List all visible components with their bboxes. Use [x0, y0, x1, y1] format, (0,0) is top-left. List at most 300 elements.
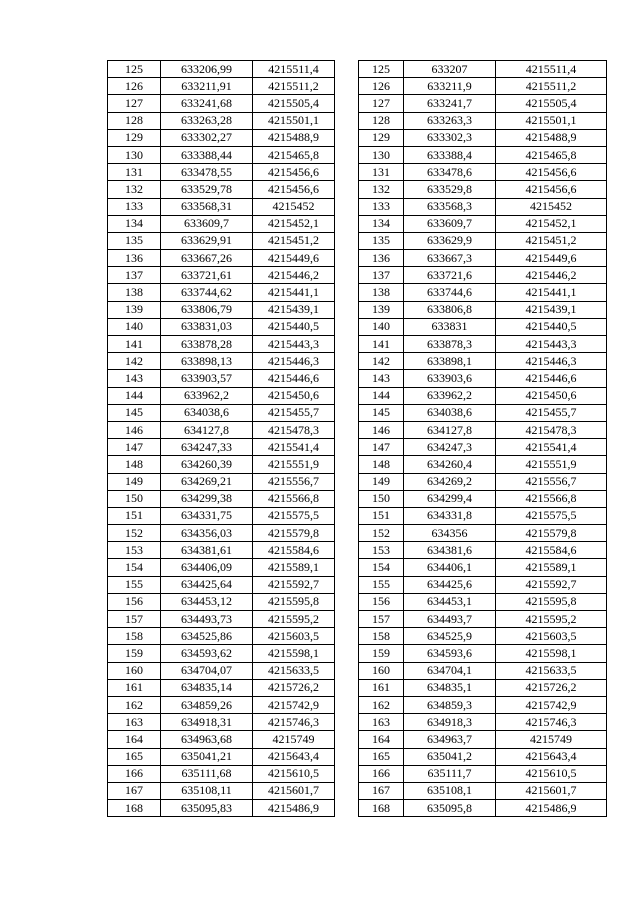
point-number-cell: 125: [359, 61, 404, 78]
y-coordinate-cell: 4215579,8: [496, 525, 607, 542]
point-number-cell: 147: [108, 439, 161, 456]
y-coordinate-cell: 4215511,2: [496, 78, 607, 95]
point-number-cell: 141: [108, 336, 161, 353]
table-row: [359, 800, 607, 817]
x-coordinate-cell: 634918,3: [404, 714, 496, 731]
point-number-cell: 153: [359, 542, 404, 559]
point-number-cell: 150: [108, 490, 161, 507]
y-coordinate-cell: 4215449,6: [253, 250, 335, 267]
y-coordinate-cell: 4215551,9: [496, 456, 607, 473]
table-row: [108, 232, 335, 249]
x-coordinate-cell: 635041,21: [161, 748, 253, 765]
y-coordinate-cell: 4215443,3: [253, 336, 335, 353]
x-coordinate-cell: 633263,3: [404, 112, 496, 129]
x-coordinate-cell: 633831,03: [161, 318, 253, 335]
x-coordinate-cell: 633263,28: [161, 112, 253, 129]
point-number-cell: 126: [359, 78, 404, 95]
y-coordinate-cell: 4215511,4: [496, 61, 607, 78]
y-coordinate-cell: 4215541,4: [496, 439, 607, 456]
x-coordinate-cell: 633568,31: [161, 198, 253, 215]
point-number-cell: 130: [108, 146, 161, 163]
table-row: [108, 456, 335, 473]
point-number-cell: 162: [359, 696, 404, 713]
y-coordinate-cell: 4215633,5: [253, 662, 335, 679]
x-coordinate-cell: 633898,13: [161, 353, 253, 370]
x-coordinate-cell: 634963,7: [404, 731, 496, 748]
y-coordinate-cell: 4215452: [496, 198, 607, 215]
table-row: [359, 525, 607, 542]
y-coordinate-cell: 4215595,8: [253, 593, 335, 610]
point-number-cell: 131: [359, 164, 404, 181]
x-coordinate-cell: 635095,83: [161, 800, 253, 817]
point-number-cell: 156: [359, 593, 404, 610]
point-number-cell: 125: [108, 61, 161, 78]
point-number-cell: 149: [108, 473, 161, 490]
point-number-cell: 154: [108, 559, 161, 576]
y-coordinate-cell: 4215441,1: [496, 284, 607, 301]
y-coordinate-cell: 4215584,6: [253, 542, 335, 559]
y-coordinate-cell: 4215742,9: [253, 696, 335, 713]
point-number-cell: 133: [359, 198, 404, 215]
y-coordinate-cell: 4215456,6: [253, 164, 335, 181]
x-coordinate-cell: 633806,79: [161, 301, 253, 318]
x-coordinate-cell: 633721,6: [404, 267, 496, 284]
point-number-cell: 140: [108, 318, 161, 335]
table-row: [108, 679, 335, 696]
y-coordinate-cell: 4215742,9: [496, 696, 607, 713]
table-row: [359, 628, 607, 645]
point-number-cell: 151: [359, 507, 404, 524]
table-row: [359, 215, 607, 232]
table-row: [359, 542, 607, 559]
table-row: [108, 146, 335, 163]
point-number-cell: 167: [359, 782, 404, 799]
x-coordinate-cell: 633388,44: [161, 146, 253, 163]
table-row: [359, 696, 607, 713]
table-row: [359, 576, 607, 593]
table-row: [108, 284, 335, 301]
point-number-cell: 166: [359, 765, 404, 782]
x-coordinate-cell: 633667,3: [404, 250, 496, 267]
right-table-body: [359, 61, 607, 817]
x-coordinate-cell: 633609,7: [404, 215, 496, 232]
table-row: [359, 507, 607, 524]
point-number-cell: 157: [359, 611, 404, 628]
x-coordinate-cell: 634918,31: [161, 714, 253, 731]
y-coordinate-cell: 4215465,8: [496, 146, 607, 163]
x-coordinate-cell: 634525,9: [404, 628, 496, 645]
table-row: [359, 439, 607, 456]
point-number-cell: 135: [359, 232, 404, 249]
y-coordinate-cell: 4215603,5: [253, 628, 335, 645]
table-row: [108, 267, 335, 284]
y-coordinate-cell: 4215486,9: [496, 800, 607, 817]
point-number-cell: 165: [359, 748, 404, 765]
y-coordinate-cell: 4215446,2: [496, 267, 607, 284]
point-number-cell: 152: [108, 525, 161, 542]
y-coordinate-cell: 4215455,7: [253, 404, 335, 421]
y-coordinate-cell: 4215451,2: [253, 232, 335, 249]
x-coordinate-cell: 633903,6: [404, 370, 496, 387]
table-row: [359, 61, 607, 78]
point-number-cell: 165: [108, 748, 161, 765]
table-row: [359, 748, 607, 765]
x-coordinate-cell: 633207: [404, 61, 496, 78]
y-coordinate-cell: 4215592,7: [253, 576, 335, 593]
y-coordinate-cell: 4215446,3: [496, 353, 607, 370]
table-row: [108, 95, 335, 112]
point-number-cell: 134: [359, 215, 404, 232]
point-number-cell: 132: [359, 181, 404, 198]
table-row: [108, 800, 335, 817]
y-coordinate-cell: 4215556,7: [253, 473, 335, 490]
x-coordinate-cell: 634704,07: [161, 662, 253, 679]
y-coordinate-cell: 4215566,8: [496, 490, 607, 507]
point-number-cell: 141: [359, 336, 404, 353]
y-coordinate-cell: 4215633,5: [496, 662, 607, 679]
x-coordinate-cell: 634453,12: [161, 593, 253, 610]
point-number-cell: 129: [359, 129, 404, 146]
x-coordinate-cell: 633667,26: [161, 250, 253, 267]
table-row: [108, 336, 335, 353]
x-coordinate-cell: 634269,21: [161, 473, 253, 490]
left-coordinates-table: [107, 60, 335, 817]
y-coordinate-cell: 4215579,8: [253, 525, 335, 542]
x-coordinate-cell: 633629,91: [161, 232, 253, 249]
x-coordinate-cell: 635111,68: [161, 765, 253, 782]
point-number-cell: 148: [108, 456, 161, 473]
x-coordinate-cell: 633241,68: [161, 95, 253, 112]
y-coordinate-cell: 4215575,5: [253, 507, 335, 524]
y-coordinate-cell: 4215439,1: [496, 301, 607, 318]
table-row: [359, 181, 607, 198]
point-number-cell: 160: [359, 662, 404, 679]
y-coordinate-cell: 4215456,6: [496, 181, 607, 198]
y-coordinate-cell: 4215441,1: [253, 284, 335, 301]
table-row: [359, 129, 607, 146]
point-number-cell: 156: [108, 593, 161, 610]
point-number-cell: 139: [359, 301, 404, 318]
point-number-cell: 133: [108, 198, 161, 215]
table-row: [359, 318, 607, 335]
point-number-cell: 135: [108, 232, 161, 249]
point-number-cell: 128: [108, 112, 161, 129]
x-coordinate-cell: 634127,8: [161, 421, 253, 438]
x-coordinate-cell: 633568,3: [404, 198, 496, 215]
point-number-cell: 131: [108, 164, 161, 181]
y-coordinate-cell: 4215446,2: [253, 267, 335, 284]
x-coordinate-cell: 634299,38: [161, 490, 253, 507]
table-row: [359, 404, 607, 421]
table-row: [359, 112, 607, 129]
x-coordinate-cell: 634299,4: [404, 490, 496, 507]
point-number-cell: 166: [108, 765, 161, 782]
table-row: [108, 731, 335, 748]
x-coordinate-cell: 633211,9: [404, 78, 496, 95]
point-number-cell: 158: [359, 628, 404, 645]
y-coordinate-cell: 4215451,2: [496, 232, 607, 249]
point-number-cell: 143: [108, 370, 161, 387]
y-coordinate-cell: 4215746,3: [253, 714, 335, 731]
point-number-cell: 136: [359, 250, 404, 267]
x-coordinate-cell: 633241,7: [404, 95, 496, 112]
point-number-cell: 155: [359, 576, 404, 593]
table-row: [359, 387, 607, 404]
table-row: [359, 370, 607, 387]
y-coordinate-cell: 4215566,8: [253, 490, 335, 507]
point-number-cell: 145: [359, 404, 404, 421]
y-coordinate-cell: 4215488,9: [253, 129, 335, 146]
point-number-cell: 155: [108, 576, 161, 593]
x-coordinate-cell: 633744,62: [161, 284, 253, 301]
point-number-cell: 138: [359, 284, 404, 301]
point-number-cell: 142: [359, 353, 404, 370]
y-coordinate-cell: 4215726,2: [253, 679, 335, 696]
x-coordinate-cell: 633388,4: [404, 146, 496, 163]
point-number-cell: 129: [108, 129, 161, 146]
x-coordinate-cell: 634356: [404, 525, 496, 542]
table-row: [359, 301, 607, 318]
table-row: [359, 267, 607, 284]
y-coordinate-cell: 4215501,1: [253, 112, 335, 129]
x-coordinate-cell: 634406,09: [161, 559, 253, 576]
x-coordinate-cell: 633878,3: [404, 336, 496, 353]
x-coordinate-cell: 634963,68: [161, 731, 253, 748]
point-number-cell: 127: [108, 95, 161, 112]
x-coordinate-cell: 633744,6: [404, 284, 496, 301]
table-row: [108, 301, 335, 318]
y-coordinate-cell: 4215450,6: [496, 387, 607, 404]
x-coordinate-cell: 633806,8: [404, 301, 496, 318]
y-coordinate-cell: 4215556,7: [496, 473, 607, 490]
table-row: [108, 164, 335, 181]
x-coordinate-cell: 634260,4: [404, 456, 496, 473]
point-number-cell: 159: [359, 645, 404, 662]
x-coordinate-cell: 633206,99: [161, 61, 253, 78]
table-row: [108, 404, 335, 421]
y-coordinate-cell: 4215589,1: [496, 559, 607, 576]
table-row: [108, 473, 335, 490]
point-number-cell: 136: [108, 250, 161, 267]
table-row: [359, 731, 607, 748]
table-row: [108, 696, 335, 713]
table-row: [359, 78, 607, 95]
y-coordinate-cell: 4215595,8: [496, 593, 607, 610]
point-number-cell: 152: [359, 525, 404, 542]
point-number-cell: 168: [108, 800, 161, 817]
y-coordinate-cell: 4215610,5: [253, 765, 335, 782]
y-coordinate-cell: 4215511,4: [253, 61, 335, 78]
y-coordinate-cell: 4215584,6: [496, 542, 607, 559]
x-coordinate-cell: 634269,2: [404, 473, 496, 490]
table-row: [108, 181, 335, 198]
y-coordinate-cell: 4215443,3: [496, 336, 607, 353]
table-row: [359, 95, 607, 112]
table-row: [108, 525, 335, 542]
point-number-cell: 163: [108, 714, 161, 731]
point-number-cell: 143: [359, 370, 404, 387]
y-coordinate-cell: 4215551,9: [253, 456, 335, 473]
point-number-cell: 144: [108, 387, 161, 404]
table-row: [108, 542, 335, 559]
x-coordinate-cell: 635095,8: [404, 800, 496, 817]
y-coordinate-cell: 4215505,4: [253, 95, 335, 112]
x-coordinate-cell: 634493,73: [161, 611, 253, 628]
table-row: [108, 714, 335, 731]
point-number-cell: 163: [359, 714, 404, 731]
table-row: [108, 645, 335, 662]
x-coordinate-cell: 633962,2: [161, 387, 253, 404]
x-coordinate-cell: 634493,7: [404, 611, 496, 628]
table-row: [108, 250, 335, 267]
x-coordinate-cell: 634859,3: [404, 696, 496, 713]
y-coordinate-cell: 4215749: [496, 731, 607, 748]
y-coordinate-cell: 4215449,6: [496, 250, 607, 267]
point-number-cell: 139: [108, 301, 161, 318]
table-row: [359, 782, 607, 799]
table-row: [108, 421, 335, 438]
x-coordinate-cell: 634593,62: [161, 645, 253, 662]
y-coordinate-cell: 4215439,1: [253, 301, 335, 318]
x-coordinate-cell: 634425,64: [161, 576, 253, 593]
x-coordinate-cell: 633529,8: [404, 181, 496, 198]
table-row: [359, 645, 607, 662]
table-row: [359, 473, 607, 490]
x-coordinate-cell: 635111,7: [404, 765, 496, 782]
x-coordinate-cell: 634247,3: [404, 439, 496, 456]
x-coordinate-cell: 634247,33: [161, 439, 253, 456]
right-coordinates-table: [358, 60, 607, 817]
y-coordinate-cell: 4215603,5: [496, 628, 607, 645]
table-row: [108, 129, 335, 146]
table-row: [359, 765, 607, 782]
point-number-cell: 130: [359, 146, 404, 163]
point-number-cell: 154: [359, 559, 404, 576]
x-coordinate-cell: 633302,27: [161, 129, 253, 146]
point-number-cell: 164: [108, 731, 161, 748]
y-coordinate-cell: 4215598,1: [253, 645, 335, 662]
table-row: [359, 353, 607, 370]
y-coordinate-cell: 4215440,5: [253, 318, 335, 335]
y-coordinate-cell: 4215456,6: [253, 181, 335, 198]
table-row: [359, 456, 607, 473]
y-coordinate-cell: 4215601,7: [496, 782, 607, 799]
x-coordinate-cell: 633898,1: [404, 353, 496, 370]
y-coordinate-cell: 4215610,5: [496, 765, 607, 782]
y-coordinate-cell: 4215465,8: [253, 146, 335, 163]
point-number-cell: 128: [359, 112, 404, 129]
point-number-cell: 164: [359, 731, 404, 748]
table-row: [359, 611, 607, 628]
table-row: [108, 507, 335, 524]
point-number-cell: 137: [359, 267, 404, 284]
x-coordinate-cell: 634331,75: [161, 507, 253, 524]
y-coordinate-cell: 4215595,2: [253, 611, 335, 628]
x-coordinate-cell: 634835,14: [161, 679, 253, 696]
table-row: [359, 421, 607, 438]
y-coordinate-cell: 4215726,2: [496, 679, 607, 696]
table-row: [108, 576, 335, 593]
x-coordinate-cell: 633962,2: [404, 387, 496, 404]
table-row: [108, 593, 335, 610]
x-coordinate-cell: 633478,55: [161, 164, 253, 181]
table-row: [359, 593, 607, 610]
y-coordinate-cell: 4215446,3: [253, 353, 335, 370]
y-coordinate-cell: 4215446,6: [496, 370, 607, 387]
y-coordinate-cell: 4215452: [253, 198, 335, 215]
y-coordinate-cell: 4215592,7: [496, 576, 607, 593]
table-row: [108, 61, 335, 78]
x-coordinate-cell: 634593,6: [404, 645, 496, 662]
table-row: [359, 232, 607, 249]
table-row: [108, 662, 335, 679]
x-coordinate-cell: 634038,6: [404, 404, 496, 421]
y-coordinate-cell: 4215478,3: [253, 421, 335, 438]
x-coordinate-cell: 634835,1: [404, 679, 496, 696]
point-number-cell: 160: [108, 662, 161, 679]
point-number-cell: 158: [108, 628, 161, 645]
table-row: [108, 318, 335, 335]
x-coordinate-cell: 634381,61: [161, 542, 253, 559]
table-row: [108, 78, 335, 95]
x-coordinate-cell: 634260,39: [161, 456, 253, 473]
x-coordinate-cell: 634704,1: [404, 662, 496, 679]
x-coordinate-cell: 633878,28: [161, 336, 253, 353]
table-row: [359, 164, 607, 181]
point-number-cell: 147: [359, 439, 404, 456]
table-row: [359, 714, 607, 731]
x-coordinate-cell: 634406,1: [404, 559, 496, 576]
point-number-cell: 126: [108, 78, 161, 95]
x-coordinate-cell: 634453,1: [404, 593, 496, 610]
table-row: [108, 370, 335, 387]
point-number-cell: 161: [108, 679, 161, 696]
point-number-cell: 162: [108, 696, 161, 713]
x-coordinate-cell: 634525,86: [161, 628, 253, 645]
table-row: [359, 679, 607, 696]
y-coordinate-cell: 4215488,9: [496, 129, 607, 146]
y-coordinate-cell: 4215505,4: [496, 95, 607, 112]
y-coordinate-cell: 4215456,6: [496, 164, 607, 181]
x-coordinate-cell: 634127,8: [404, 421, 496, 438]
y-coordinate-cell: 4215440,5: [496, 318, 607, 335]
left-table-body: [108, 61, 335, 817]
point-number-cell: 145: [108, 404, 161, 421]
table-row: [108, 490, 335, 507]
x-coordinate-cell: 635108,11: [161, 782, 253, 799]
x-coordinate-cell: 634425,6: [404, 576, 496, 593]
point-number-cell: 151: [108, 507, 161, 524]
table-row: [108, 215, 335, 232]
y-coordinate-cell: 4215589,1: [253, 559, 335, 576]
table-row: [359, 336, 607, 353]
table-row: [359, 198, 607, 215]
point-number-cell: 153: [108, 542, 161, 559]
x-coordinate-cell: 633903,57: [161, 370, 253, 387]
x-coordinate-cell: 635108,1: [404, 782, 496, 799]
y-coordinate-cell: 4215452,1: [253, 215, 335, 232]
y-coordinate-cell: 4215595,2: [496, 611, 607, 628]
y-coordinate-cell: 4215749: [253, 731, 335, 748]
point-number-cell: 146: [359, 421, 404, 438]
point-number-cell: 127: [359, 95, 404, 112]
point-number-cell: 142: [108, 353, 161, 370]
y-coordinate-cell: 4215643,4: [253, 748, 335, 765]
x-coordinate-cell: 633629,9: [404, 232, 496, 249]
point-number-cell: 149: [359, 473, 404, 490]
x-coordinate-cell: 633721,61: [161, 267, 253, 284]
x-coordinate-cell: 633529,78: [161, 181, 253, 198]
